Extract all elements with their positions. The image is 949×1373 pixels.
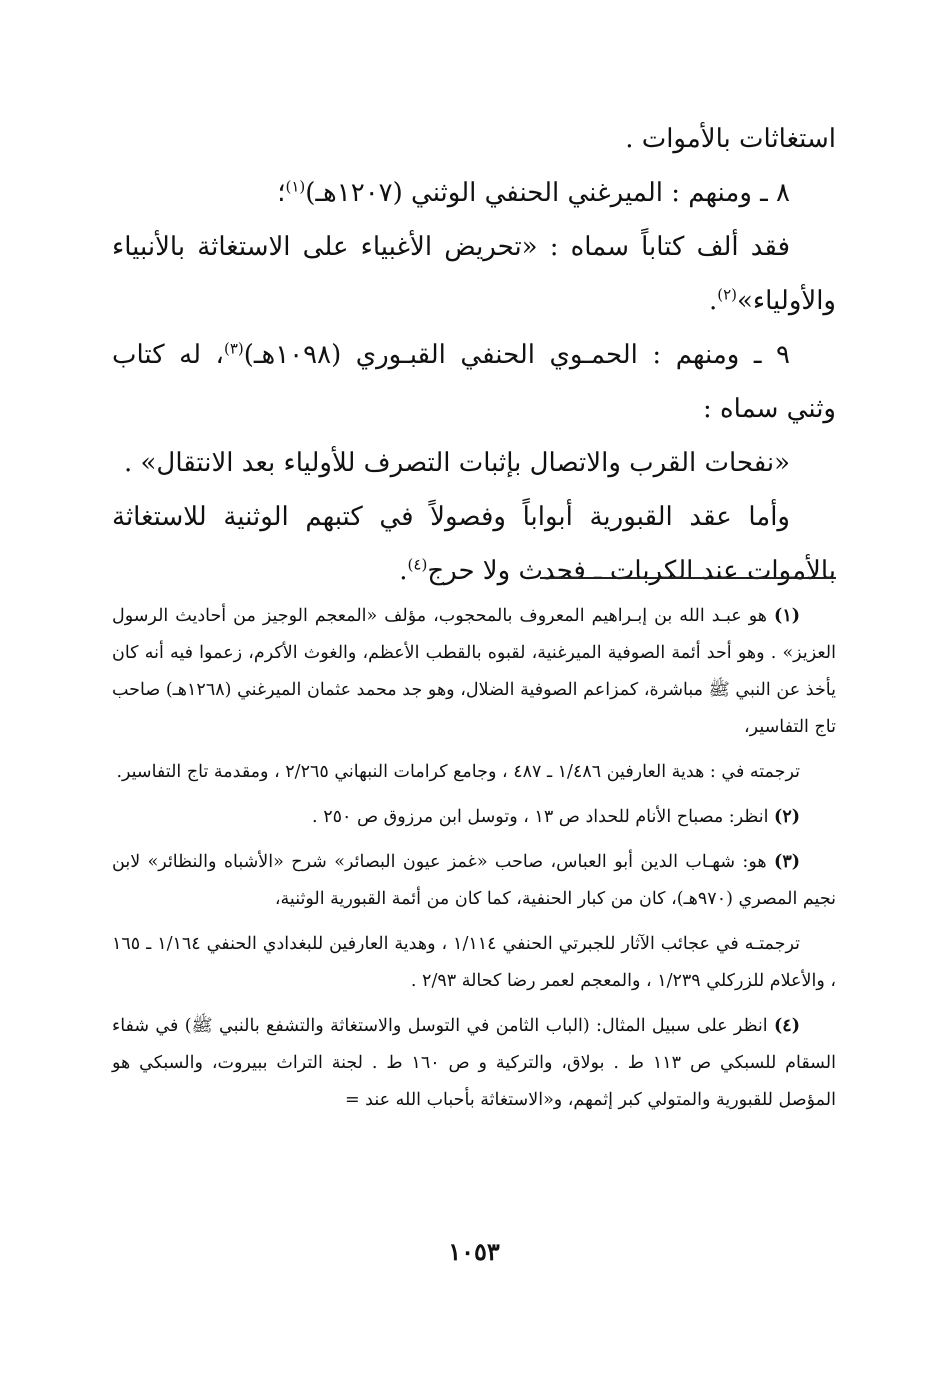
footnote-3-biography: ترجمتـه في عجائب الآثار للجبرتي الحنفي ١/١١٤ ، وهدية العارفين للبغدادي الحنفي ١/١٦٤ ـ ١٦٥ ، والأعلام للزركلي ١/٢٣٩ ، والمعجم لعمر رضا كحالة ٢/٩٣ . (112, 934, 836, 991)
main-paragraph-4: «نفحات القرب والاتصال بإثبات التصرف للأولياء بعد الانتقال» . (124, 448, 790, 478)
footnote-4-number: (٤) (774, 1016, 800, 1036)
footnote-1-text: هو عبـد الله بن إبـراهيم المعروف بالمحجوب، مؤلف «المعجم الوجيز من أحاديث الرسول العزيز» . وهو أحد أئمة الصوفية الميرغنية، لقبوه بالقطب الأعظم، والغوث الأكرم، زعموا فيه أنه كان يأخذ عن النبي ﷺ مباشرة، كمزاعم الصوفية الضلال، وهو جد محمد عثمان الميرغني (١٢٦٨هـ) صاحب تاج التفاسير، (112, 606, 836, 737)
footnote-4-text: انظر على سبيل المثال: (الباب الثامن في التوسل والاستغاثة والتشفع بالنبي ﷺ) في شفاء السقام للسبكي ص ١١٣ ط . بولاق، والتركية و ص ١٦٠ ط . لجنة التراث ببيروت، والسبكي هو المؤصل للقبورية والمتولي كبر إثمهم، و«الاستغاثة بأحباب الله عند = (112, 1016, 836, 1110)
footnote-ref-4: (٤) (407, 555, 428, 574)
main-text (112, 112, 836, 598)
main-paragraph-2-text: فقد ألف كتاباً سماه : «تحريض الأغبياء على الاستغاثة بالأنبياء والأولياء» (112, 232, 836, 316)
main-paragraph-1 (112, 166, 836, 220)
footnote-1-number: (١) (774, 606, 800, 626)
footnote-ref-2: (٢) (717, 285, 737, 304)
footnote-ref-3: (٣) (223, 339, 244, 358)
main-paragraph-1-text: ٨ ـ ومنهم : الميرغني الحنفي الوثني (١٢٠٧هـ) (305, 178, 790, 208)
main-paragraph-2 (112, 220, 836, 328)
main-paragraph-2-tail: . (708, 286, 718, 316)
footnote-1 (112, 598, 836, 746)
main-paragraph-1-tail: ؛ (277, 178, 286, 208)
main-paragraph-5 (112, 490, 836, 598)
footnote-2-text: انظر: مصباح الأنام للحداد ص ١٣ ، وتوسل ابن مرزوق ص ٢٥٠ . (312, 807, 769, 827)
footnote-2-number: (٢) (774, 807, 800, 827)
footnotes (112, 598, 836, 1127)
footnote-1-biography: ترجمته في : هدية العارفين ١/٤٨٦ ـ ٤٨٧ ، وجامع كرامات النبهاني ٢/٢٦٥ ، ومقدمة تاج التفاسير. (116, 762, 800, 782)
main-paragraph-3-text: ٩ ـ ومنهم : الحمـوي الحنفي القبـوري (١٠٩٨هـ) (243, 340, 790, 370)
footnote-3-text: هو: شهـاب الدين أبو العباس، صاحب «غمز عيون البصائر» شرح «الأشباه والنظائر» لابن نجيم المصري (٩٧٠هـ)، كان من كبار الحنفية، كما كان من أئمة القبورية الوثنية، (112, 852, 836, 909)
main-paragraph-5-text: وأما عقد القبورية أبواباً وفصولاً في كتبهم الوثنية للاستغاثة بالأموات عند الكربات ـ فحدث ولا حرج (112, 502, 836, 586)
main-paragraph-3 (112, 328, 836, 436)
footnote-4 (112, 1008, 836, 1119)
main-paragraph-5-tail: . (399, 556, 408, 586)
footnote-3 (112, 844, 836, 918)
page-number: ١٠٥٣ (448, 1237, 500, 1266)
footnote-ref-1: (١) (285, 177, 306, 196)
footnote-2 (112, 799, 836, 836)
footnote-3-number: (٣) (774, 852, 800, 872)
footnote-separator (540, 577, 836, 579)
book-page (112, 112, 836, 1312)
main-paragraph-3-tail: ، له كتاب وثني سماه : (112, 340, 836, 424)
main-paragraph-0: استغاثات بالأموات . (625, 124, 836, 154)
